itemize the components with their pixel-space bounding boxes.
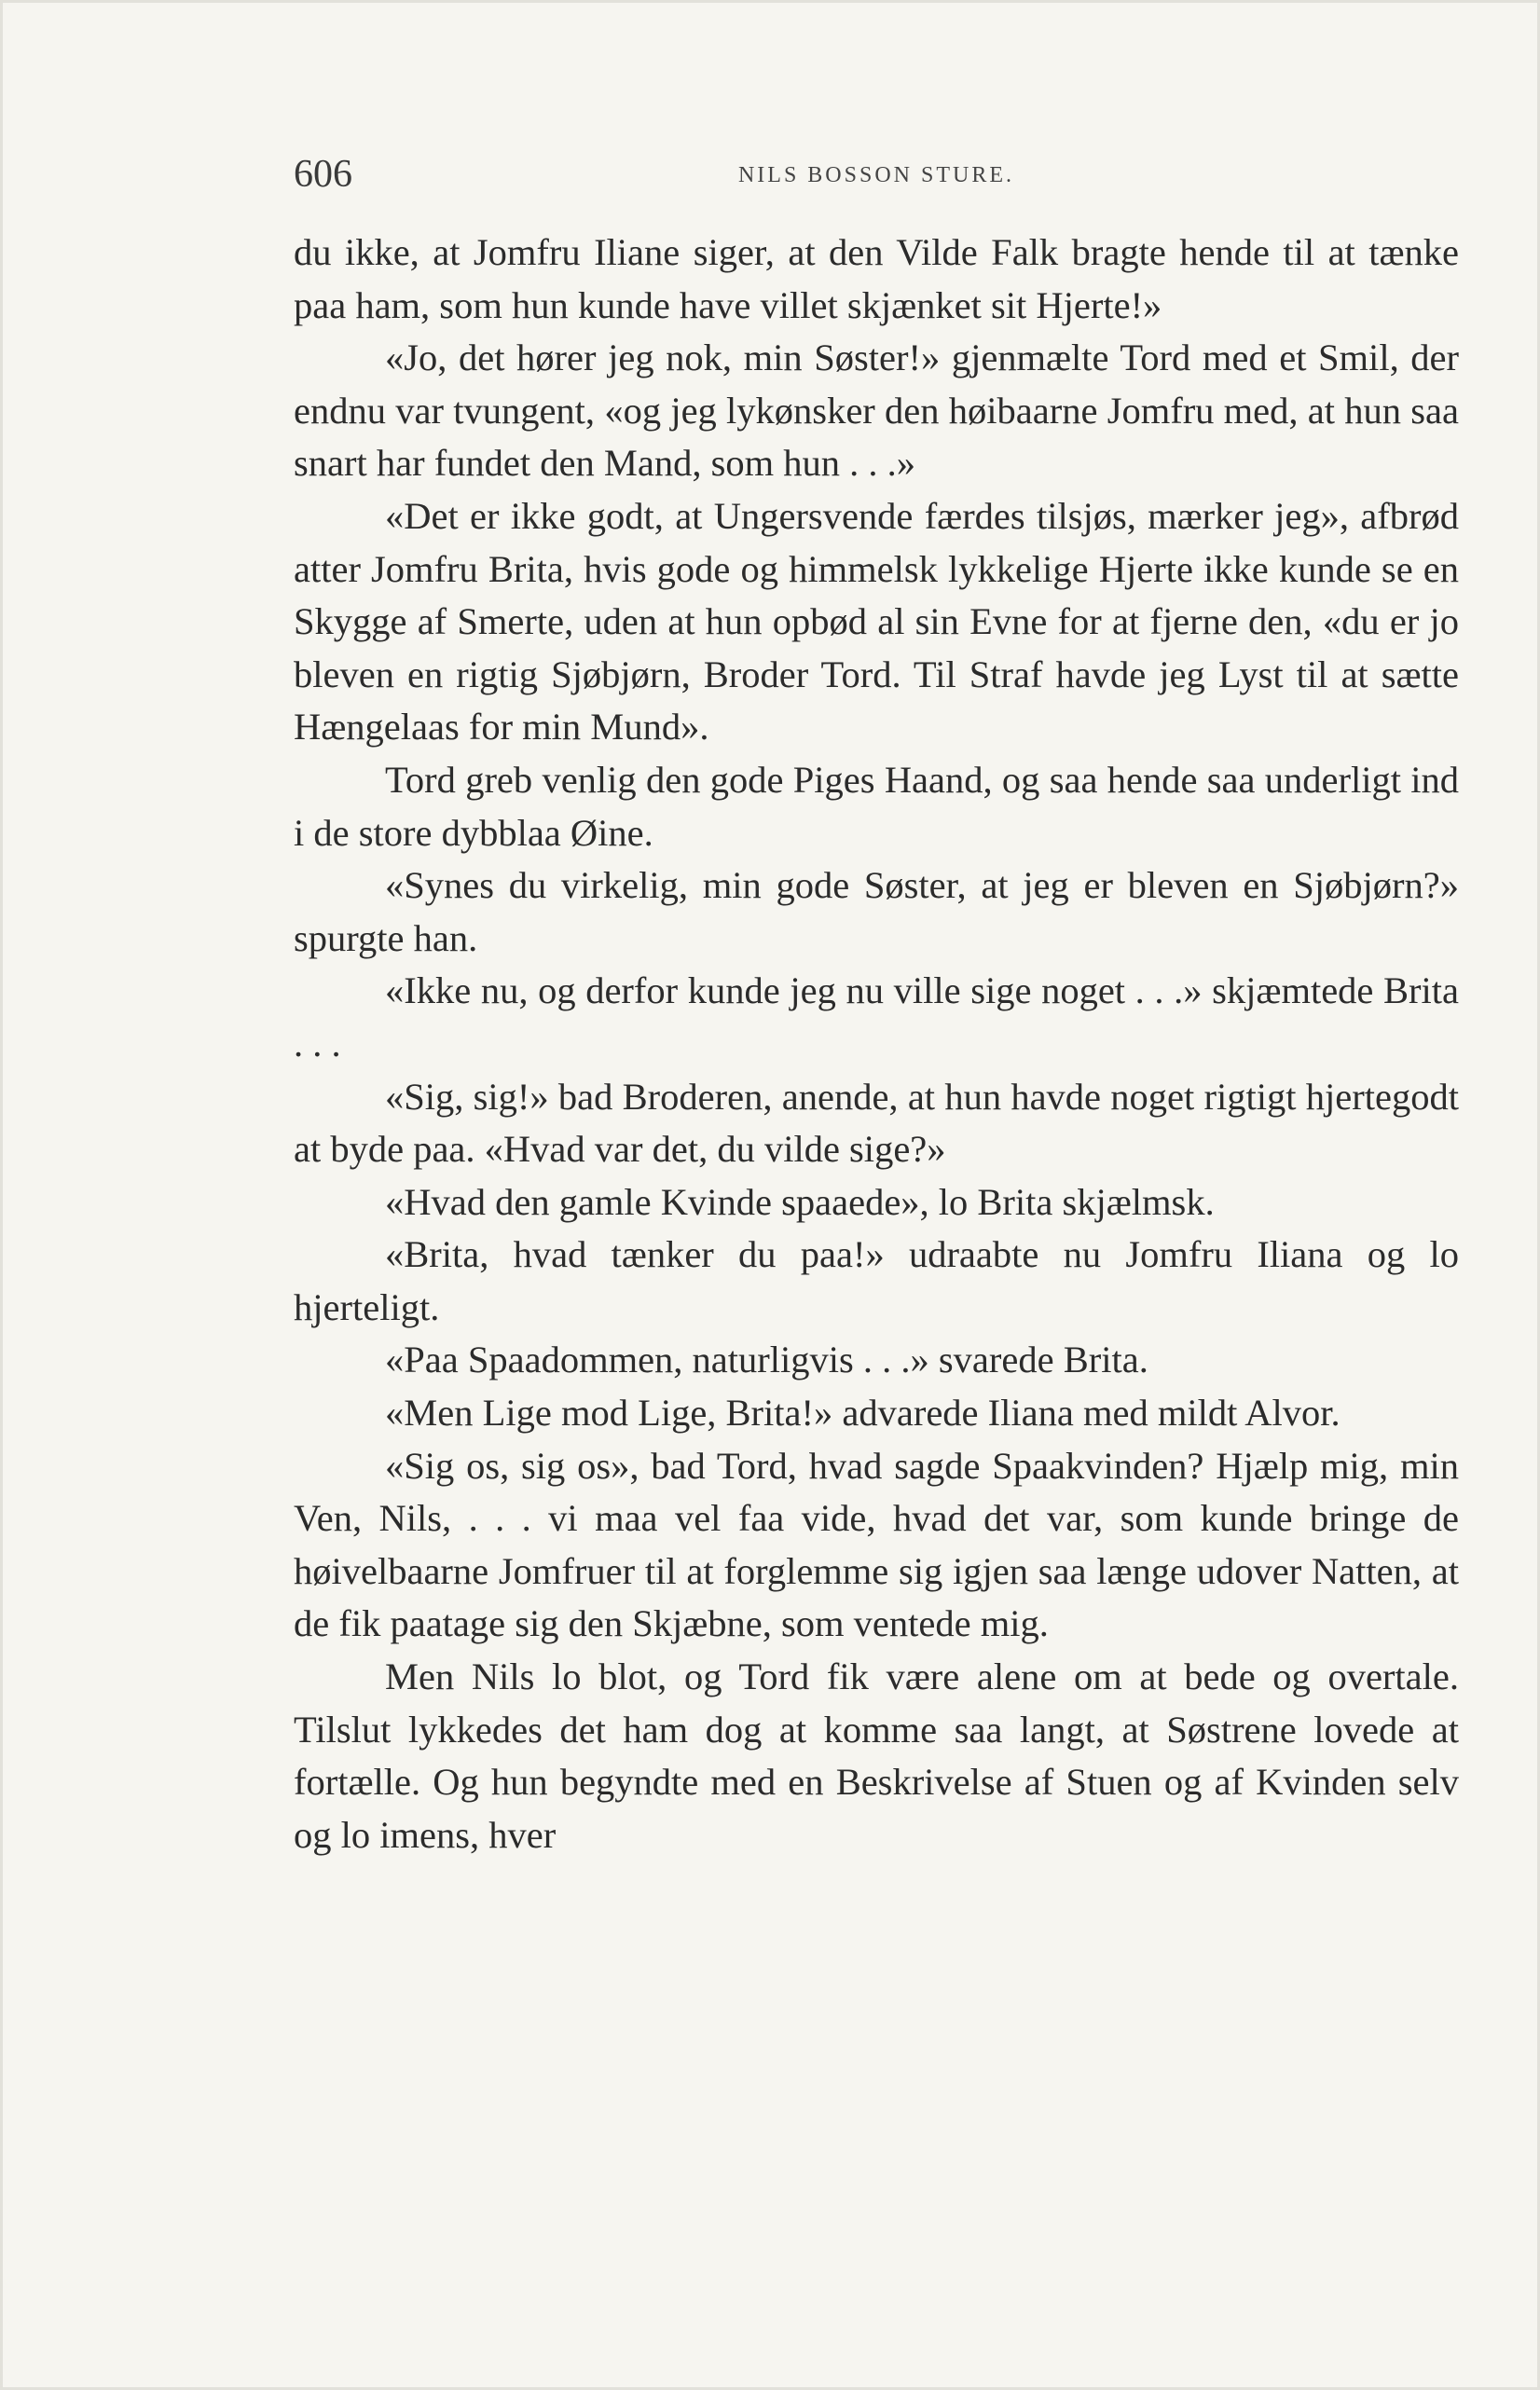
paragraph: Men Nils lo blot, og Tord fik være alene om at bede og overtale. Tilslut lykkedes det ham dog at komme saa langt, at Søstrene lovede at fortælle. Og hun begyndte med en Beskrivelse af Stuen og af Kvinden selv og lo imens, hver <box>294 1655 1459 1856</box>
paragraph: «Hvad den gamle Kvinde spaaede», lo Brita skjælmsk. <box>385 1180 1215 1223</box>
paragraph: «Paa Spaadommen, naturligvis . . .» svarede Brita. <box>385 1339 1148 1381</box>
body-text <box>294 227 1459 1861</box>
paragraph: du ikke, at Jomfru Iliane siger, at den Vilde Falk bragte hende til at tænke paa ham, som hun kunde have villet skjænket sit Hjerte!» <box>294 231 1459 326</box>
paragraph: «Jo, det hører jeg nok, min Søster!» gjenmælte Tord med et Smil, der endnu var tvungent, «og jeg lykønsker den høibaarne Jomfru med, at hun saa snart har fundet den Mand, som hun . . .» <box>294 337 1459 485</box>
running-head: NILS BOSSON STURE. <box>737 163 1015 187</box>
paragraph: «Brita, hvad tænker du paa!» udraabte nu Jomfru Iliana og lo hjerteligt. <box>294 1233 1459 1328</box>
paragraph: «Sig os, sig os», bad Tord, hvad sagde Spaakvinden? Hjælp mig, min Ven, Nils, . . . vi maa vel faa vide, hvad det var, som kunde bringe de høivelbaarne Jomfruer til at forglemme sig igjen saa længe udover Natten, at de fik paatage sig den Skjæbne, som ventede mig. <box>294 1444 1459 1645</box>
paragraph: «Sig, sig!» bad Broderen, anende, at hun havde noget rigtigt hjertegodt at byde paa. «Hvad var det, du vilde sige?» <box>294 1075 1459 1171</box>
page-number: 606 <box>294 153 352 196</box>
paragraph: «Synes du virkelig, min gode Søster, at jeg er bleven en Sjøbjørn?» spurgte han. <box>294 864 1459 959</box>
paragraph: Tord greb venlig den gode Piges Haand, og saa hende saa underligt ind i de store dybblaa Øine. <box>294 758 1459 854</box>
paragraph: «Det er ikke godt, at Ungersvende færdes tilsjøs, mærker jeg», afbrød atter Jomfru Brita, hvis gode og himmelsk lykkelige Hjerte ikke kunde se en Skygge af Smerte, uden at hun opbød al sin Evne for at fjerne den, «du er jo bleven en rigtig Sjøbjørn, Broder Tord. Til Straf havde jeg Lyst til at sætte Hængelaas for min Mund». <box>294 494 1459 749</box>
paragraph: «Ikke nu, og derfor kunde jeg nu ville sige noget . . .» skjæmtede Brita . . . <box>294 969 1459 1065</box>
paragraph: «Men Lige mod Lige, Brita!» advarede Iliana med mildt Alvor. <box>385 1392 1341 1435</box>
page-header <box>294 152 1459 208</box>
